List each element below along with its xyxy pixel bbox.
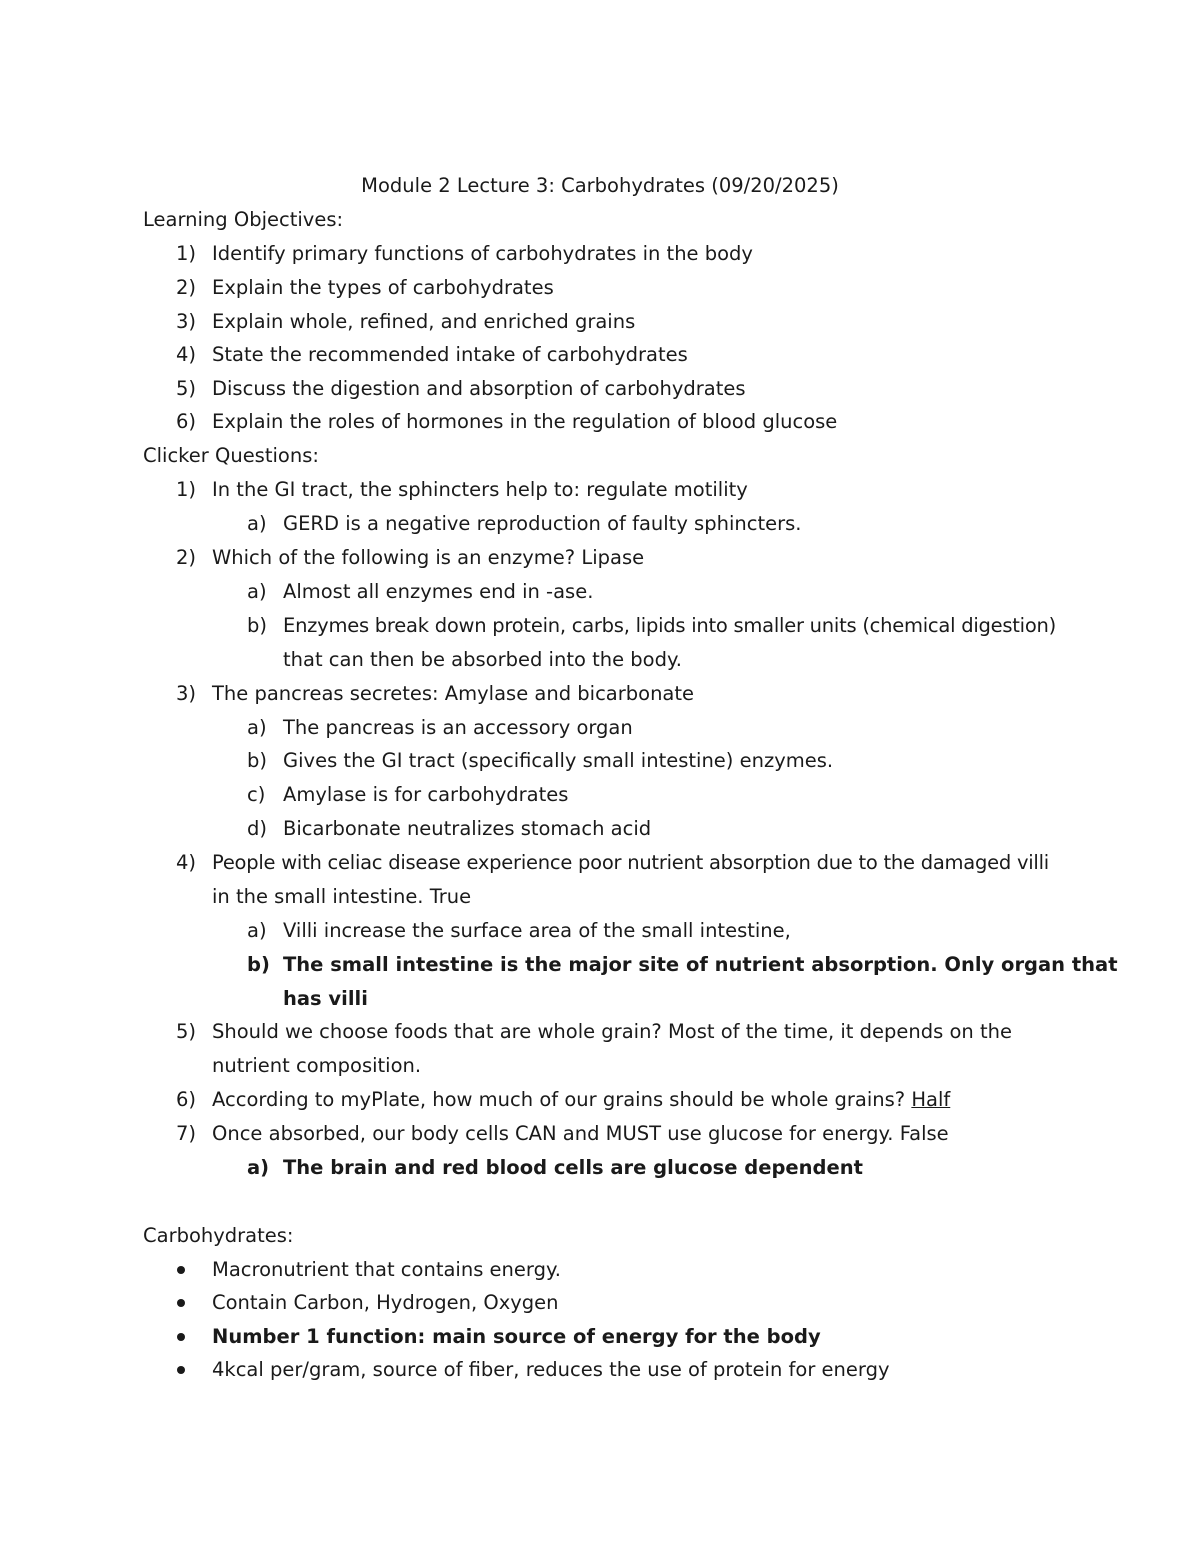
answer-letter: a) — [247, 1156, 270, 1179]
clicker-questions-heading: Clicker Questions: — [143, 444, 319, 467]
question-number: 1) — [176, 478, 197, 501]
objective-number: 2) — [176, 276, 197, 299]
answer-text: Amylase is for carbohydrates — [283, 783, 569, 806]
question-number: 4) — [176, 851, 197, 874]
bullet-text: 4kcal per/gram, source of fiber, reduces the use of protein for energy — [212, 1358, 890, 1381]
learning-objectives-heading: Learning Objectives: — [143, 208, 344, 231]
bullet-icon — [177, 1366, 185, 1374]
carbohydrates-heading: Carbohydrates: — [143, 1224, 294, 1247]
objective-number: 6) — [176, 410, 197, 433]
question-number: 2) — [176, 546, 197, 569]
objective-number: 1) — [176, 242, 197, 265]
question-text: Which of the following is an enzyme? Lipase — [212, 546, 645, 569]
answer-text: The pancreas is an accessory organ — [283, 716, 633, 739]
question-text-continued: in the small intestine. True — [212, 885, 472, 908]
question-number: 6) — [176, 1088, 197, 1111]
answer-letter: b) — [247, 614, 267, 637]
answer-letter: a) — [247, 512, 267, 535]
answer-letter: b) — [247, 749, 267, 772]
objective-number: 3) — [176, 310, 197, 333]
question-number: 7) — [176, 1122, 197, 1145]
answer-letter: d) — [247, 817, 267, 840]
answer-text: Almost all enzymes end in -ase. — [283, 580, 594, 603]
objective-text: Explain the types of carbohydrates — [212, 276, 554, 299]
answer-text: Villi increase the surface area of the small intestine, — [283, 919, 791, 942]
answer-text-bold-continued: has villi — [283, 987, 368, 1010]
objective-number: 4) — [176, 343, 197, 366]
answer-underlined: Half — [911, 1088, 951, 1111]
objective-text: Discuss the digestion and absorption of carbohydrates — [212, 377, 746, 400]
answer-text-bold: The brain and red blood cells are glucose dependent — [283, 1156, 863, 1179]
question-number: 5) — [176, 1020, 197, 1043]
question-text: Should we choose foods that are whole grain? Most of the time, it depends on the — [212, 1020, 1012, 1043]
bullet-icon — [177, 1299, 185, 1307]
page-title: Module 2 Lecture 3: Carbohydrates (09/20/2025) — [361, 174, 839, 197]
bullet-text-bold: Number 1 function: main source of energy for the body — [212, 1325, 821, 1348]
answer-text-continued: that can then be absorbed into the body. — [283, 648, 682, 671]
question-text: According to myPlate, how much of our grains should be whole grains? — [212, 1088, 906, 1111]
answer-letter: b) — [247, 953, 270, 976]
answer-text: Bicarbonate neutralizes stomach acid — [283, 817, 652, 840]
objective-text: State the recommended intake of carbohydrates — [212, 343, 688, 366]
question-text: The pancreas secretes: Amylase and bicarbonate — [212, 682, 695, 705]
question-text-continued: nutrient composition. — [212, 1054, 422, 1077]
answer-text-bold: The small intestine is the major site of nutrient absorption. Only organ that — [283, 953, 1118, 976]
answer-letter: a) — [247, 580, 267, 603]
objective-text: Explain whole, refined, and enriched grains — [212, 310, 636, 333]
answer-letter: c) — [247, 783, 266, 806]
answer-letter: a) — [247, 919, 267, 942]
objective-text: Explain the roles of hormones in the regulation of blood glucose — [212, 410, 838, 433]
question-text: Once absorbed, our body cells CAN and MUST use glucose for energy. False — [212, 1122, 949, 1145]
question-line — [212, 1088, 950, 1112]
bullet-icon — [177, 1333, 185, 1341]
answer-text: GERD is a negative reproduction of faulty sphincters. — [283, 512, 802, 535]
answer-letter: a) — [247, 716, 267, 739]
objective-text: Identify primary functions of carbohydrates in the body — [212, 242, 753, 265]
bullet-icon — [177, 1266, 185, 1274]
question-text: In the GI tract, the sphincters help to: regulate motility — [212, 478, 748, 501]
answer-text: Gives the GI tract (specifically small intestine) enzymes. — [283, 749, 834, 772]
question-number: 3) — [176, 682, 197, 705]
bullet-text: Contain Carbon, Hydrogen, Oxygen — [212, 1291, 559, 1314]
question-text: People with celiac disease experience poor nutrient absorption due to the damaged villi — [212, 851, 1049, 874]
bullet-text: Macronutrient that contains energy. — [212, 1258, 561, 1281]
answer-text: Enzymes break down protein, carbs, lipids into smaller units (chemical digestion) — [283, 614, 1056, 637]
objective-number: 5) — [176, 377, 197, 400]
